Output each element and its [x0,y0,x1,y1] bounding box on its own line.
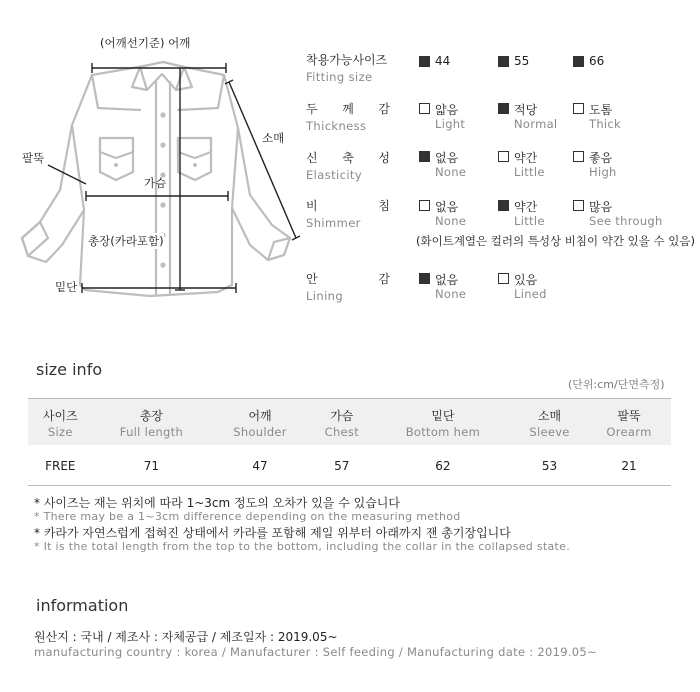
thick-sub: Thick [589,117,621,131]
checkbox-normal [498,103,509,114]
note-1: * 사이즈는 재는 위치에 따라 1~3cm 정도의 오차가 있을 수 있습니다 [34,496,400,510]
lining-lined-label: 있음 [514,273,538,287]
lining-en: Lining [306,289,344,303]
elasticity-little-sub: Little [514,165,545,179]
fitting-size-label [306,51,390,84]
elasticity-high-label: 좋음 [589,151,613,165]
shimmer-ko-2: 침 [378,199,390,213]
shimmer-see-through-sub: See through [589,214,663,228]
lining-none-sub: None [435,287,467,301]
fitting-size-ko: 착용가능사이즈 [306,53,388,67]
hem-label: 밑단 [55,280,78,294]
lining-label [306,270,390,303]
checkbox-44 [419,56,430,67]
elasticity-little-label: 약간 [514,151,538,165]
thickness-ko-2: 께 [342,102,354,116]
size-44-label: 44 [435,54,451,68]
checkbox-66 [573,56,584,67]
shimmer-note: (화이트계열은 컬러의 특성상 비침이 약간 있을 수 있음) [416,234,695,248]
shimmer-label [306,197,390,230]
thickness-ko-1: 두 [306,102,318,116]
shoulder-label: (어깨선기준) 어깨 [100,36,191,50]
header-chest: 가슴 Chest [310,399,374,446]
elasticity-none-sub: None [435,165,467,179]
size-table [28,398,671,486]
note-4: * It is the total length from the top to the bottom, including the collar in the collapsed state. [34,540,571,553]
size-info-title: size info [36,360,103,379]
header-sleeve: 소매 Sleeve [512,399,587,446]
elasticity-en: Elasticity [306,168,363,182]
thickness-ko-3: 감 [378,102,390,116]
elasticity-label [306,149,390,182]
size-66-label: 66 [589,54,605,68]
thickness-label [306,100,390,133]
normal-label: 적당 [514,103,538,117]
information-en: manufacturing country : korea / Manufacturer : Self feeding / Manufacturing date : 2019.05~ [34,645,597,659]
elasticity-ko-1: 신 [306,151,318,165]
fitting-size-en: Fitting size [306,70,373,84]
length-label: 총장(카라포함) [88,234,164,248]
table-row [28,445,671,486]
thick-label: 도톰 [589,103,613,117]
lining-ko-1: 안 [306,272,318,286]
checkbox-shimmer-see-through [573,200,584,211]
checkbox-elasticity-none [419,151,430,162]
checkbox-elasticity-high [573,151,584,162]
checkbox-shimmer-little [498,200,509,211]
header-full-length: 총장 Full length [93,399,211,446]
cell-shoulder: 47 [210,445,310,486]
elasticity-ko-3: 성 [378,151,390,165]
information-ko: 원산지 : 국내 / 제조사 : 자체공급 / 제조일자 : 2019.05~ [34,630,338,644]
note-3: * 카라가 자연스럽게 접혀진 상태에서 카라를 포함해 제일 위부터 아래까지 잰 총기장입니다 [34,526,511,540]
cell-sleeve: 53 [512,445,587,486]
armhole-label: 팔뚝 [22,151,45,165]
light-label: 얇음 [435,103,459,117]
normal-sub: Normal [514,117,558,131]
lining-lined-sub: Lined [514,287,547,301]
cell-chest: 57 [310,445,374,486]
checkbox-elasticity-little [498,151,509,162]
checkbox-lining-lined [498,273,509,284]
light-sub: Light [435,117,466,131]
size-55-label: 55 [514,54,530,68]
shimmer-none-label: 없음 [435,200,459,214]
shimmer-none-sub: None [435,214,467,228]
header-shoulder: 어깨 Shoulder [210,399,310,446]
checkbox-shimmer-none [419,200,430,211]
header-orearm: 팔뚝 Orearm [587,399,671,446]
shimmer-little-sub: Little [514,214,545,228]
sleeve-label: 소매 [262,131,285,145]
elasticity-ko-2: 축 [342,151,354,165]
elasticity-none-label: 없음 [435,151,459,165]
cell-full-length: 71 [93,445,211,486]
cell-size: FREE [28,445,93,486]
shimmer-see-through-label: 많음 [589,200,613,214]
checkbox-55 [498,56,509,67]
chest-label: 가슴 [144,176,167,190]
shimmer-en: Shimmer [306,216,361,230]
elasticity-high-sub: High [589,165,617,179]
lining-none-label: 없음 [435,273,459,287]
header-bottom-hem: 밑단 Bottom hem [374,399,512,446]
information-title: information [36,596,129,615]
shimmer-little-label: 약간 [514,200,538,214]
lining-ko-2: 감 [378,272,390,286]
note-2: * There may be a 1~3cm difference depending on the measuring method [34,510,461,523]
shimmer-ko-1: 비 [306,199,318,213]
cell-orearm: 21 [587,445,671,486]
header-size: 사이즈 Size [28,399,93,446]
cell-bottom-hem: 62 [374,445,512,486]
size-table-header [28,399,671,446]
thickness-en: Thickness [306,119,367,133]
size-info-unit: (단위:cm/단면측정) [568,378,665,391]
checkbox-light [419,103,430,114]
checkbox-thick [573,103,584,114]
checkbox-lining-none [419,273,430,284]
